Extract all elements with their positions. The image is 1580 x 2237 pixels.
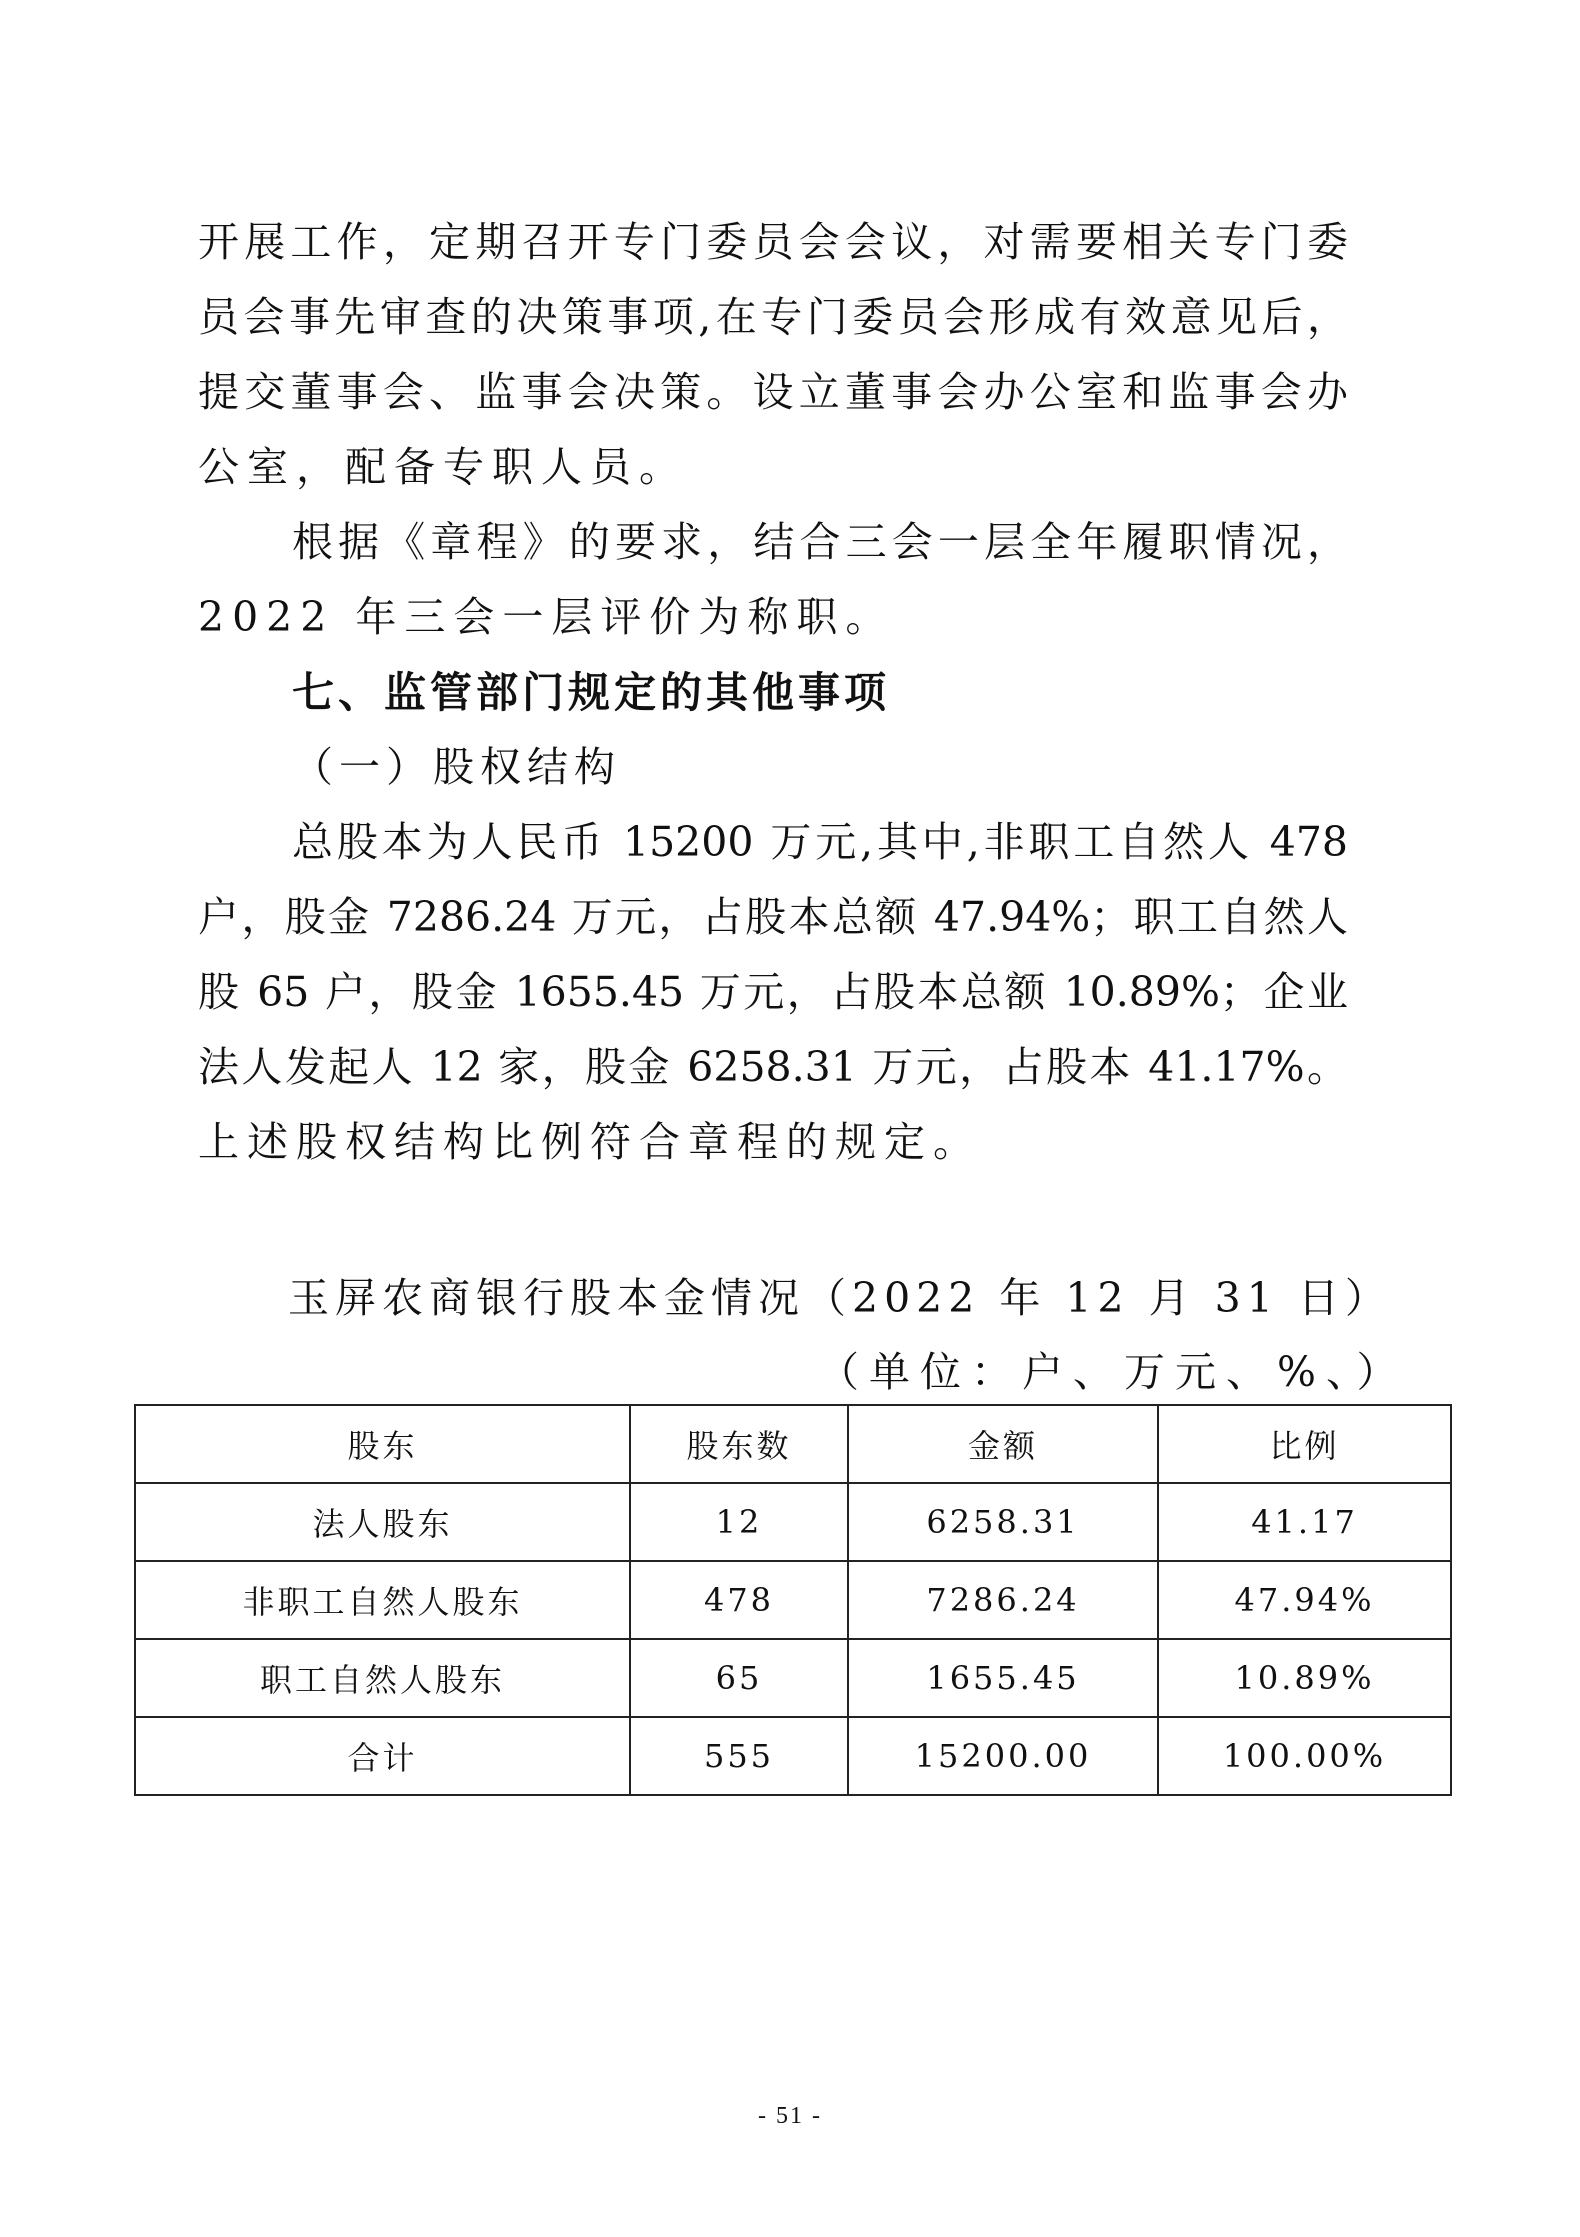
table-row (135, 1561, 1451, 1639)
cell-ratio: 100.00% (1158, 1717, 1451, 1795)
table-row (135, 1639, 1451, 1717)
header-shareholder-count: 股东数 (630, 1405, 848, 1483)
paragraph-3-line-2: 户，股金 7286.24 万元，占股本总额 47.94%；职工自然人 (198, 893, 1348, 941)
paragraph-1-line-1: 开展工作，定期召开专门委员会会议，对需要相关专门委 (198, 218, 1348, 266)
paragraph-3-line-4: 法人发起人 12 家，股金 6258.31 万元，占股本 41.17%。 (198, 1043, 1348, 1091)
section-heading: 七、监管部门规定的其他事项 (292, 668, 891, 717)
paragraph-2-line-2: 2022 年三会一层评价为称职。 (198, 593, 895, 641)
cell-amount: 7286.24 (848, 1561, 1158, 1639)
header-shareholder: 股东 (135, 1405, 630, 1483)
cell-ratio: 47.94% (1158, 1561, 1451, 1639)
table-total-row (135, 1717, 1451, 1795)
table-row (135, 1483, 1451, 1561)
cell-count: 478 (630, 1561, 848, 1639)
table-unit-note: （单位：户、万元、%、） (818, 1348, 1408, 1396)
cell-count: 555 (630, 1717, 848, 1795)
paragraph-1-line-3: 提交董事会、监事会决策。设立董事会办公室和监事会办 (198, 368, 1348, 416)
table-header-row (135, 1405, 1451, 1483)
paragraph-1-line-2: 员会事先审查的决策事项,在专门委员会形成有效意见后， (198, 293, 1348, 341)
header-amount: 金额 (848, 1405, 1158, 1483)
paragraph-3-line-5: 上述股权结构比例符合章程的规定。 (198, 1118, 982, 1166)
cell-shareholder: 职工自然人股东 (135, 1639, 630, 1717)
cell-shareholder: 非职工自然人股东 (135, 1561, 630, 1639)
paragraph-3-line-1: 总股本为人民币 15200 万元,其中,非职工自然人 478 (292, 818, 1348, 866)
cell-shareholder: 合计 (135, 1717, 630, 1795)
share-capital-table (134, 1404, 1452, 1796)
cell-shareholder: 法人股东 (135, 1483, 630, 1561)
cell-amount: 1655.45 (848, 1639, 1158, 1717)
cell-ratio: 41.17 (1158, 1483, 1451, 1561)
table-title: 玉屏农商银行股本金情况（2022 年 12 月 31 日） (288, 1274, 1392, 1322)
header-ratio: 比例 (1158, 1405, 1451, 1483)
subsection-heading: （一）股权结构 (292, 743, 621, 791)
cell-count: 12 (630, 1483, 848, 1561)
paragraph-3-line-3: 股 65 户，股金 1655.45 万元，占股本总额 10.89%；企业 (198, 968, 1348, 1016)
paragraph-2-line-1: 根据《章程》的要求，结合三会一层全年履职情况， (292, 518, 1348, 566)
paragraph-1-line-4: 公室，配备专职人员。 (198, 443, 688, 491)
cell-amount: 15200.00 (848, 1717, 1158, 1795)
page-number: - 51 - (758, 2103, 822, 2129)
cell-count: 65 (630, 1639, 848, 1717)
cell-amount: 6258.31 (848, 1483, 1158, 1561)
cell-ratio: 10.89% (1158, 1639, 1451, 1717)
